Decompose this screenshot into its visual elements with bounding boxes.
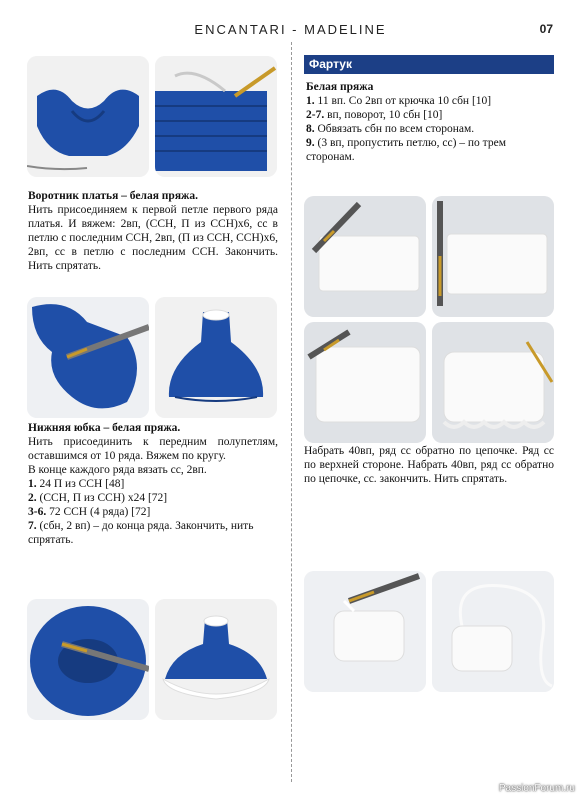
underskirt-intro: Нить присоединить к передним полупетлям, оставшимся от 10 ряда. Вяжем по кругу. bbox=[28, 436, 278, 462]
photo-collar-2 bbox=[155, 56, 277, 177]
apron-row-1: 1. 11 вп. Со 2вп от крючка 10 сбн [10] bbox=[306, 95, 492, 107]
photo-underskirt-3 bbox=[27, 599, 149, 720]
apron-section bbox=[306, 80, 554, 164]
photo-apron-5 bbox=[304, 571, 426, 692]
page-header bbox=[0, 22, 581, 37]
photo-apron-4 bbox=[432, 322, 554, 443]
photo-apron-1 bbox=[304, 196, 426, 317]
underskirt-note: В конце каждого ряда вязать сс, 2вп. bbox=[28, 464, 207, 476]
photo-underskirt-2 bbox=[155, 297, 277, 418]
apron-row-4: 9. (3 вп, пропустить петлю, сс) – по трем сторонам. bbox=[306, 137, 506, 163]
photo-apron-2 bbox=[432, 196, 554, 317]
apron-yarn: Белая пряжа bbox=[306, 81, 374, 93]
photo-underskirt-4 bbox=[155, 599, 277, 720]
collar-text: Нить присоединяем к первой петле первого ряда платья. И вяжем: 2вп, (ССН, П из ССН)х6, сс в петлю с последним ССН, 2вп, (П из ССН, ССН)х6, 2вп, сс в петлю с последним ССН. Закончить. Нить спрятать. bbox=[28, 204, 278, 272]
apron-strap-text: Набрать 40вп, ряд сс обратно по цепочке. Ряд сс по верхней стороне. Набрать 40вп, ряд сс обратно по цепочке, сс. закончить. Нить спрятать. bbox=[304, 445, 554, 485]
photo-collar-1 bbox=[27, 56, 149, 177]
collar-title: Воротник платья – белая пряжа. bbox=[28, 190, 199, 202]
underskirt-row-4: 7. (сбн, 2 вп) – до конца ряда. Закончить, нить спрятать. bbox=[28, 520, 254, 546]
underskirt-row-3: 3-6. 72 ССН (4 ряда) [72] bbox=[28, 506, 151, 518]
page-number: 07 bbox=[539, 22, 553, 36]
underskirt-row-1: 1. 24 П из ССН [48] bbox=[28, 478, 125, 490]
column-divider bbox=[291, 42, 292, 782]
underskirt-row-2: 2. (ССН, П из ССН) х24 [72] bbox=[28, 492, 168, 504]
collar-section bbox=[28, 189, 278, 273]
underskirt-section bbox=[28, 421, 278, 547]
photo-underskirt-1 bbox=[27, 297, 149, 418]
apron-row-3: 8. Обвязать сбн по всем сторонам. bbox=[306, 123, 475, 135]
photo-apron-3 bbox=[304, 322, 426, 443]
header-title: ENCANTARI - MADELINE bbox=[194, 22, 387, 37]
underskirt-title: Нижняя юбка – белая пряжа. bbox=[28, 422, 181, 434]
photo-apron-6 bbox=[432, 571, 554, 692]
apron-row-2: 2-7. вп, поворот, 10 сбн [10] bbox=[306, 109, 443, 121]
watermark: PassionForum.ru bbox=[498, 783, 575, 794]
apron-heading-bar: Фартук bbox=[304, 55, 554, 74]
